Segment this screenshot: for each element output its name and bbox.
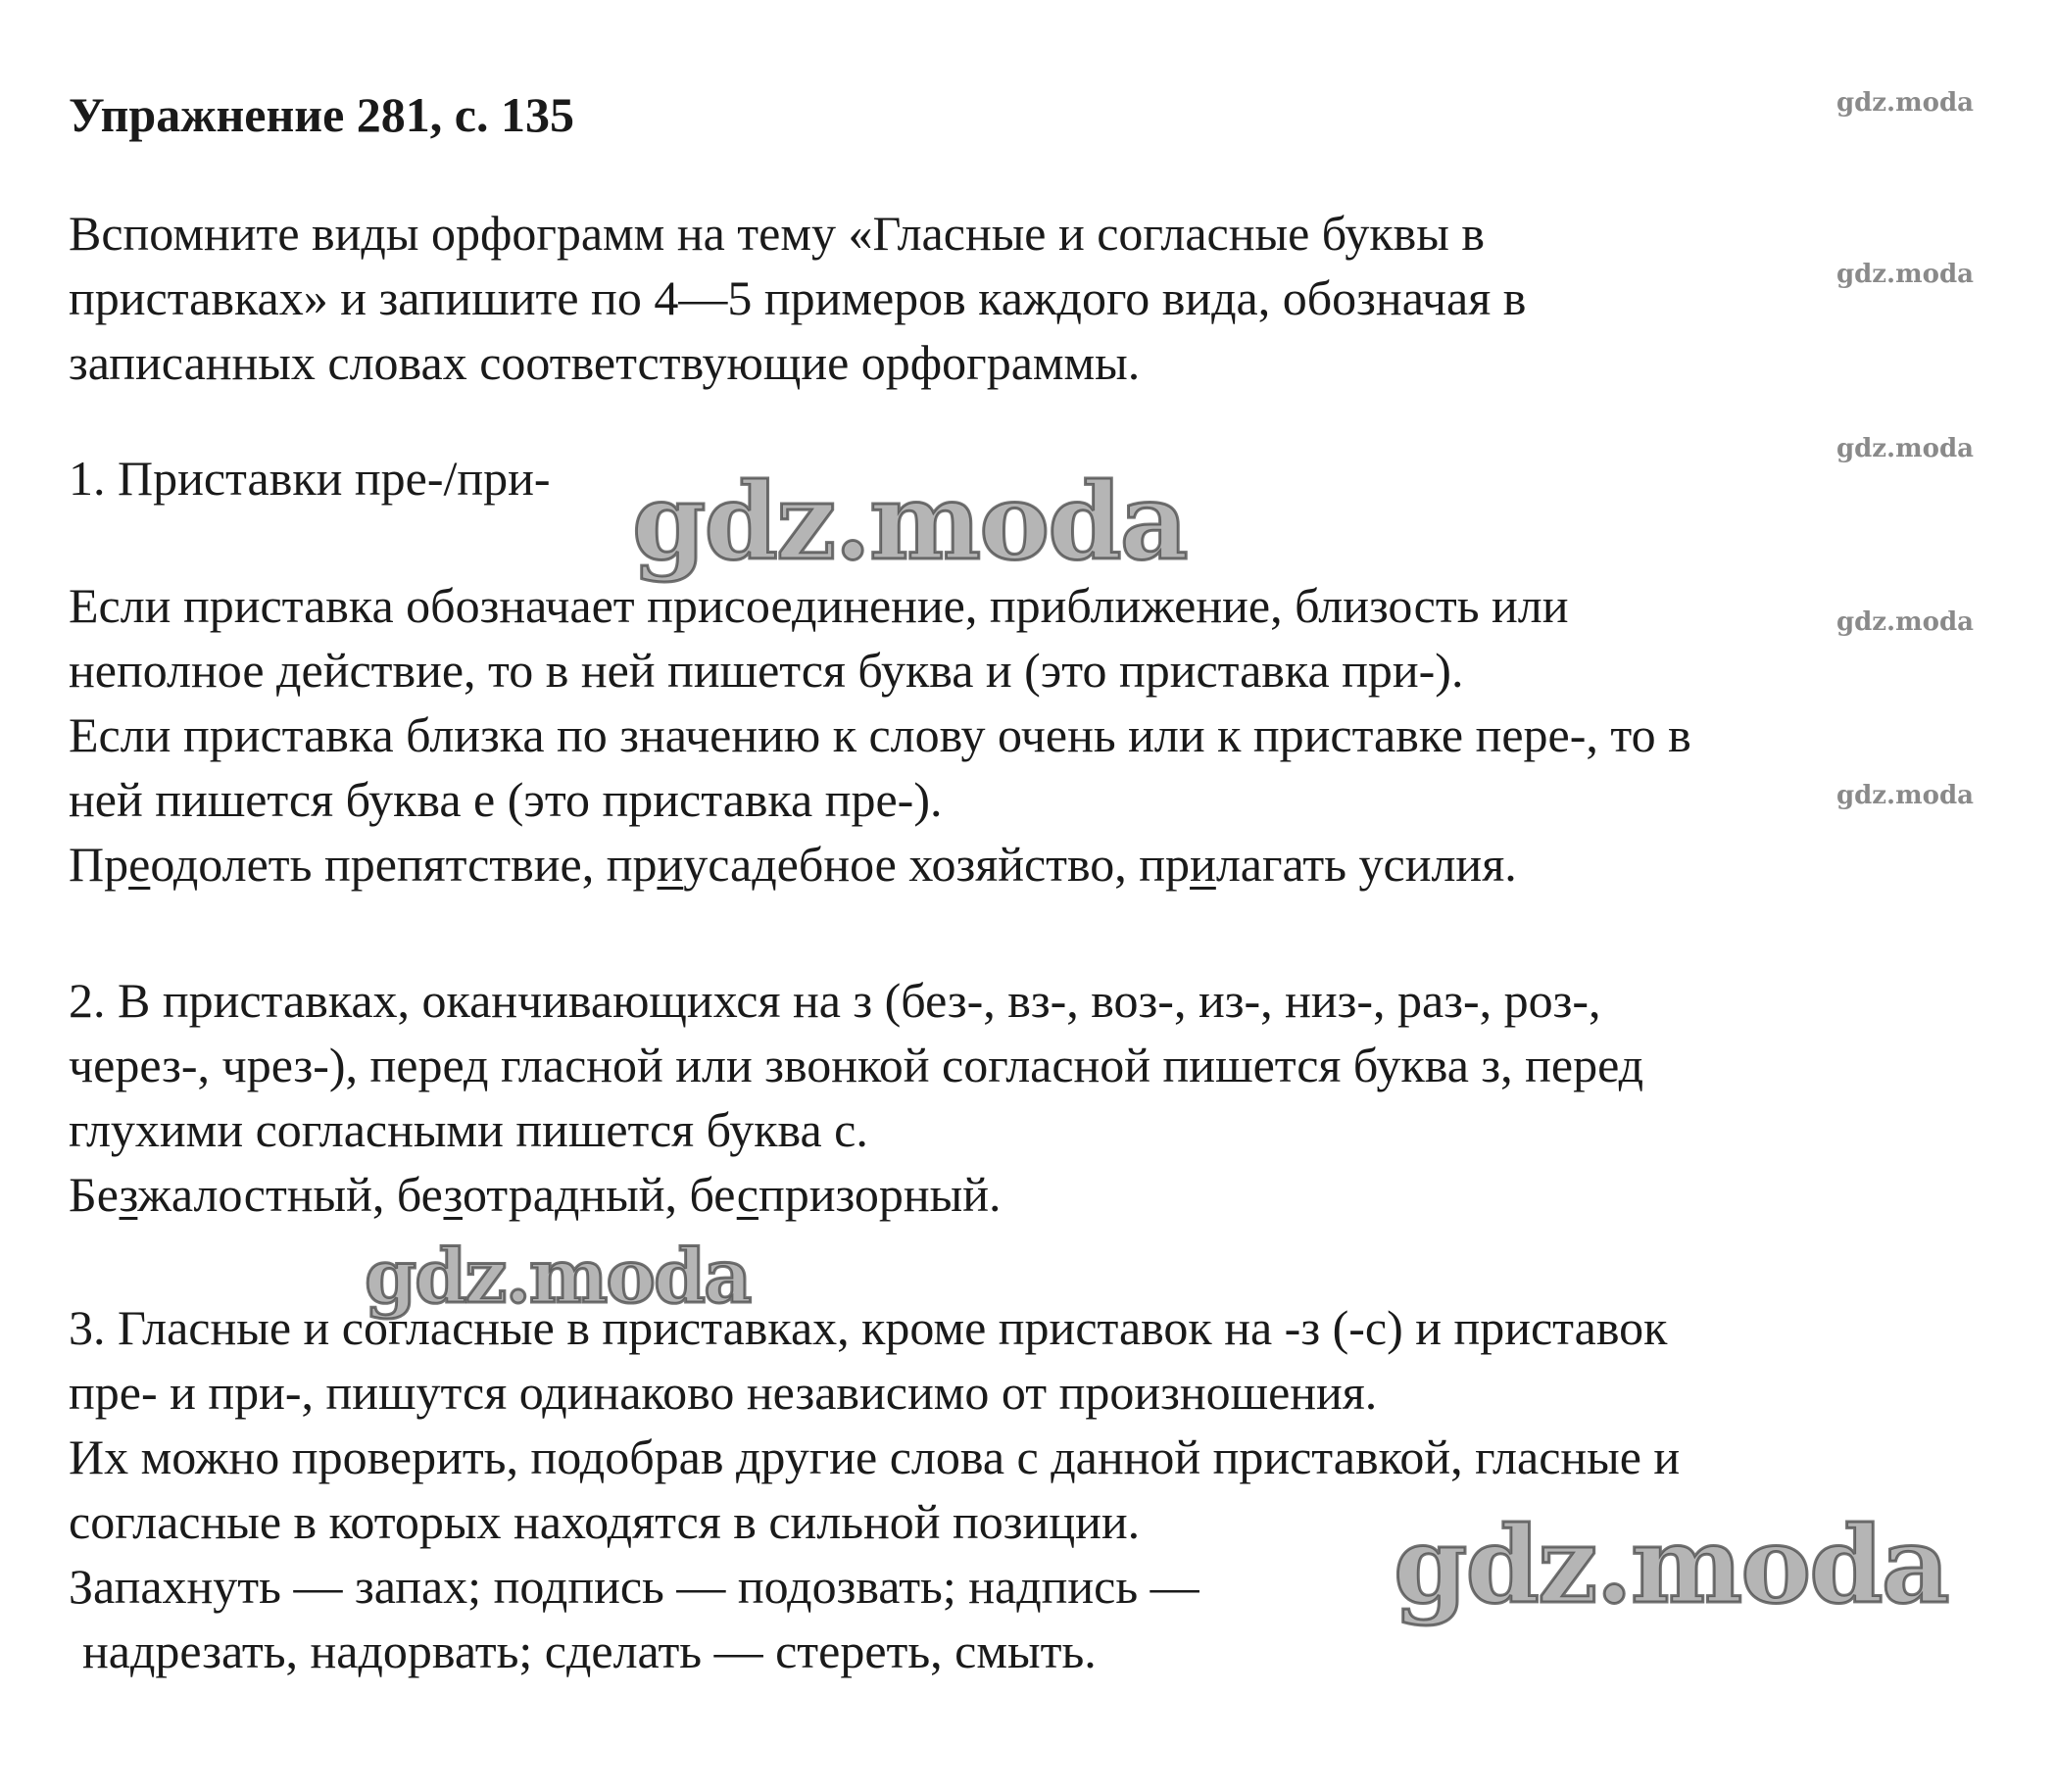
watermark-small: gdz.moda (1835, 434, 1974, 463)
watermark-small: gdz.moda (1835, 781, 1974, 810)
task-text (69, 201, 2019, 395)
example-text: бе (689, 1167, 737, 1222)
rule-line: 3. Гласные и согласные в приставках, кроме приставок на -з (-с) и приставок (69, 1300, 1668, 1355)
task-line: приставках» и запишите по 4—5 примеров каждого вида, обозначая в (69, 270, 1527, 325)
example-line: надрезать, надорвать; сделать — стереть, смыть. (82, 1623, 1097, 1678)
exercise-title: Упражнение 281, с. 135 (69, 87, 574, 142)
example-text: призорный. (758, 1167, 1002, 1222)
rule-line: через-, чрез-), перед гласной или звонкой согласной пишется буква з, перед (69, 1038, 1644, 1092)
task-line: записанных словах соответствующие орфограммы. (69, 335, 1141, 390)
orthogram-letter: с (736, 1167, 758, 1222)
section-1-heading: 1. Приставки пре-/при- (69, 451, 551, 506)
rule-line: Их можно проверить, подобрав другие слова с данной приставкой, гласные и (69, 1429, 1681, 1484)
example-text: отрадный, (462, 1167, 690, 1222)
example-text: одолеть препятствие, (150, 837, 607, 892)
section-3 (69, 1295, 2019, 1683)
task-line: Вспомните виды орфограмм на тему «Гласные и согласные буквы в (69, 206, 1485, 261)
example-text: Пр (69, 837, 129, 892)
example-text: Бе (69, 1167, 120, 1222)
orthogram-letter: е (128, 837, 151, 892)
orthogram-letter: и (657, 837, 684, 892)
example-line: Запахнуть — запах; подпись — подозвать; надпись — (69, 1559, 1199, 1614)
example-text: пр (1139, 837, 1191, 892)
watermark-small: gdz.moda (1835, 607, 1974, 637)
rule-line: Если приставка обозначает присоединение, приближение, близость или (69, 578, 1569, 633)
section-1-rule (69, 573, 2019, 896)
section-1-heading-block (69, 446, 2019, 510)
rule-line: 2. В приставках, оканчивающихся на з (без-, вз-, воз-, из-, низ-, раз-, роз-, (69, 973, 1601, 1028)
example-text: усадебное хозяйство, (683, 837, 1140, 892)
example-text: пр (606, 837, 658, 892)
watermark-large: gdz.moda (632, 460, 1187, 584)
rule-line: неполное действие, то в ней пишется буква и (это приставка при-). (69, 643, 1464, 698)
section-2 (69, 968, 2019, 1227)
watermark-small: gdz.moda (1835, 88, 1974, 118)
orthogram-letter: и (1190, 837, 1216, 892)
orthogram-letter: з (119, 1167, 138, 1222)
section-2-examples (69, 1162, 2019, 1227)
watermark-small: gdz.moda (1835, 260, 1974, 289)
rule-line: ней пишется буква е (это приставка пре-). (69, 772, 943, 827)
rule-line: согласные в которых находятся в сильной позиции. (69, 1494, 1141, 1549)
example-text: бе (396, 1167, 444, 1222)
rule-line: глухими согласными пишется буква с. (69, 1102, 868, 1157)
example-text: жалостный, (137, 1167, 397, 1222)
watermark-large: gdz.moda (365, 1233, 751, 1320)
example-text: лагать усилия. (1215, 837, 1517, 892)
watermark-large: gdz.moda (1394, 1504, 1948, 1627)
rule-line: пре- и при-, пишутся одинаково независимо от произношения. (69, 1365, 1378, 1420)
rule-line: Если приставка близка по значению к слову очень или к приставке пере-, то в (69, 707, 1691, 762)
section-1-examples (69, 832, 2019, 896)
orthogram-letter: з (443, 1167, 463, 1222)
